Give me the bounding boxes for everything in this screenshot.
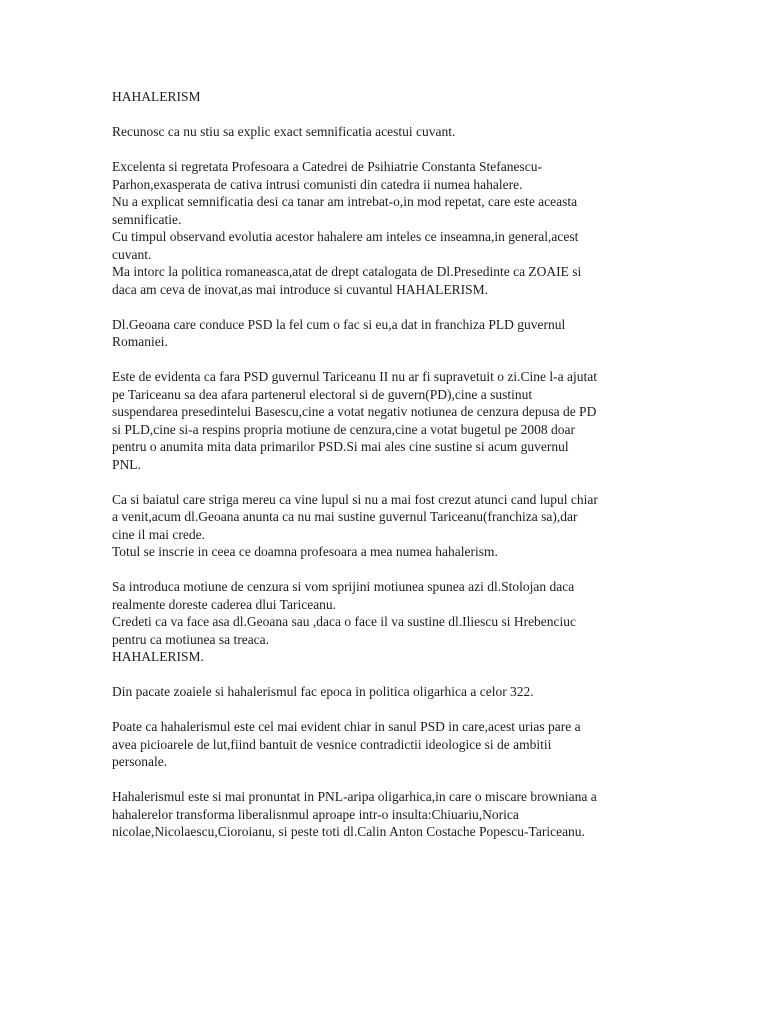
text-line: Recunosc ca nu stiu sa explic exact semnificatia acestui cuvant. bbox=[112, 124, 456, 139]
text-line: Dl.Geoana care conduce PSD la fel cum o fac si eu,a dat in franchiza PLD guvernul bbox=[112, 316, 566, 332]
paragraph bbox=[112, 683, 688, 701]
text-line: Parhon,exasperata de cativa intrusi comunisti din catedra ii numea hahalere. bbox=[112, 176, 523, 192]
paragraph bbox=[112, 316, 688, 351]
text-line: Credeti ca va face asa dl.Geoana sau ,daca o face il va sustine dl.Iliescu si Hrebenciuc bbox=[112, 614, 577, 629]
paragraph bbox=[112, 491, 688, 561]
text-line: cuvant. bbox=[112, 246, 152, 262]
paragraph bbox=[112, 368, 688, 473]
paragraph bbox=[112, 158, 688, 298]
text-line: Excelenta si regretata Profesoara a Catedrei de Psihiatrie Constanta Stefanescu- bbox=[112, 159, 542, 174]
text-line: a venit,acum dl.Geoana anunta ca nu mai sustine guvernul Tariceanu(franchiza sa),dar bbox=[112, 509, 578, 524]
text-line: Nu a explicat semnificatia desi ca tanar am intrebat-o,in mod repetat, care este aceasta bbox=[112, 194, 578, 209]
text-line: Ma intorc la politica romaneasca,atat de drept catalogata de Dl.Presedinte ca ZOAIE si bbox=[112, 264, 582, 279]
text-line: avea picioarele de lut,fiind bantuit de vesnice contradictii ideologice si de ambitii bbox=[112, 736, 552, 752]
text-line: Poate ca hahalerismul este cel mai evident chiar in sanul PSD in care,acest urias pare a bbox=[112, 719, 581, 734]
text-line: suspendarea presedintelui Basescu,cine a votat negativ notiunea de cenzura depusa de PD bbox=[112, 404, 597, 419]
text-line: personale. bbox=[112, 754, 168, 769]
text-line: Sa introduca motiune de cenzura si vom sprijini motiunea spunea azi dl.Stolojan daca bbox=[112, 579, 575, 594]
text-line: Este de evidenta ca fara PSD guvernul Tariceanu II nu ar fi supravetuit o zi.Cine l-a ajutat bbox=[112, 369, 597, 384]
text-line: PNL. bbox=[112, 456, 141, 472]
text-line: cine il mai crede. bbox=[112, 526, 205, 542]
paragraph bbox=[112, 123, 688, 141]
text-line: Ca si baiatul care striga mereu ca vine lupul si nu a mai fost crezut atunci cand lupul chiar bbox=[112, 491, 598, 507]
text-line: pentru ca motiunea sa treaca. bbox=[112, 631, 270, 647]
text-line: Cu timpul observand evolutia acestor hahalere am inteles ce inseamna,in general,acest bbox=[112, 229, 579, 244]
text-line: daca am ceva de inovat,as mai introduce si cuvantul HAHALERISM. bbox=[112, 281, 489, 297]
text-line: Din pacate zoaiele si hahalerismul fac epoca in politica oligarhica a celor 322. bbox=[112, 684, 534, 699]
text-line: pentru o anumita mita data primarilor PSD.Si mai ales cine sustine si acum guvernul bbox=[112, 439, 569, 454]
document-title: HAHALERISM bbox=[112, 89, 201, 104]
text-line: Totul se inscrie in ceea ce doamna profesoara a mea numea hahalerism. bbox=[112, 544, 498, 559]
text-line: hahalerelor transforma liberalisnmul aproape intr-o insulta:Chiuariu,Norica bbox=[112, 806, 519, 822]
paragraph bbox=[112, 578, 688, 666]
text-line: Romaniei. bbox=[112, 334, 168, 349]
text-line: realmente doreste caderea dlui Tariceanu. bbox=[112, 596, 337, 612]
text-line: si PLD,cine si-a respins propria motiune de cenzura,cine a votat bugetul pe 2008 doar bbox=[112, 421, 575, 437]
text-line: Hahalerismul este si mai pronuntat in PNL-aripa oligarhica,in care o miscare browniana a bbox=[112, 789, 597, 804]
paragraph bbox=[112, 718, 688, 771]
text-line: HAHALERISM. bbox=[112, 649, 204, 664]
text-line: semnificatie. bbox=[112, 211, 182, 227]
paragraph bbox=[112, 788, 688, 841]
text-line: nicolae,Nicolaescu,Cioroianu, si peste toti dl.Calin Anton Costache Popescu-Tariceanu. bbox=[112, 824, 585, 839]
text-line: pe Tariceanu sa dea afara partenerul electoral si de guvern(PD),cine a sustinut bbox=[112, 386, 533, 402]
document-body bbox=[112, 123, 688, 841]
